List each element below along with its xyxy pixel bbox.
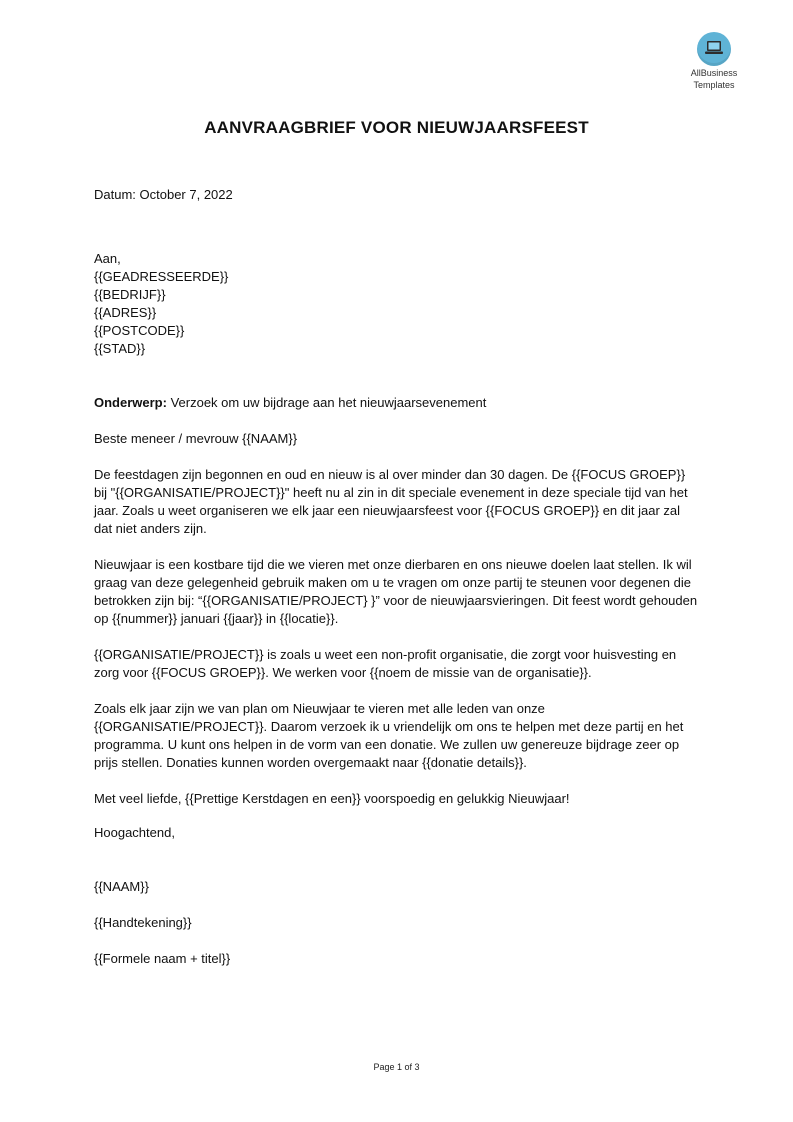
signature-formal-name: {{Formele naam + titel}} <box>94 951 231 966</box>
allbusiness-logo <box>666 32 762 90</box>
paragraph-5: Met veel liefde, {{Prettige Kerstdagen en een}} voorspoedig en gelukkig Nieuwjaar! <box>94 791 570 806</box>
date-line: Datum: October 7, 2022 <box>94 187 233 202</box>
paragraph-1: De feestdagen zijn begonnen en oud en nieuw is al over minder dan 30 dagen. De {{FOCUS GROEP}} bij "{{ORGANISATIE/PROJECT}}" heeft nu al zin in dit speciale evenement in deze speciale tijd van het jaar. Zoals u weet organiseren we elk jaar een nieuwjaarsfeest voor {{FOCUS GROEP}} en dit jaar zal dat niet anders zijn. <box>94 467 688 536</box>
address-line-recipient: {{GEADRESSEERDE}} <box>94 269 229 284</box>
paragraph-4: Zoals elk jaar zijn we van plan om Nieuwjaar te vieren met alle leden van onze {{ORGANISATIE/PROJECT}}. Daarom verzoek ik u vriendelijk om ons te helpen met deze partij en het programma. U kunt ons helpen in de vorm van een donatie. We zullen uw genereuze bijdrage zeer op prijs stellen. Donaties kunnen worden overgemaakt naar {{donatie details}}. <box>94 701 684 770</box>
logo-text-line1: AllBusiness <box>690 68 738 78</box>
address-line-city: {{STAD}} <box>94 341 146 356</box>
logo-text-line2: Templates <box>693 80 735 90</box>
address-salutation: Aan, <box>94 251 121 266</box>
address-line-street: {{ADRES}} <box>94 305 157 320</box>
subject-text: Verzoek om uw bijdrage aan het nieuwjaarsevenement <box>166 395 487 410</box>
signature-handtekening: {{Handtekening}} <box>94 915 192 930</box>
paragraph-3: {{ORGANISATIE/PROJECT}} is zoals u weet een non-profit organisatie, die zorgt voor huisvesting en zorg voor {{FOCUS GROEP}}. We werken voor {{noem de missie van de organisatie}}. <box>94 647 677 680</box>
signature-name: {{NAAM}} <box>94 879 149 894</box>
document-title: AANVRAAGBRIEF VOOR NIEUWJAARSFEEST <box>204 118 589 137</box>
page-footer: Page 1 of 3 <box>373 1062 420 1072</box>
laptop-icon <box>697 32 731 66</box>
address-line-postcode: {{POSTCODE}} <box>94 323 185 338</box>
paragraph-2: Nieuwjaar is een kostbare tijd die we vieren met onze dierbaren en ons nieuwe doelen laat stellen. Ik wil graag van deze gelegenheid gebruik maken om u te vragen om onze partij te steunen voor degenen die betrokken zijn bij: “{{ORGANISATIE/PROJECT} }” voor de nieuwjaarsvieringen. Dit feest wordt gehouden op {{nummer}} januari {{jaar}} in {{locatie}}. <box>94 557 698 626</box>
subject-line <box>94 394 700 412</box>
subject-label: Onderwerp: <box>94 395 167 410</box>
letter-body <box>94 186 700 968</box>
closing: Hoogachtend, <box>94 825 175 840</box>
recipient-address <box>94 250 700 358</box>
address-line-company: {{BEDRIJF}} <box>94 287 166 302</box>
greeting: Beste meneer / mevrouw {{NAAM}} <box>94 431 298 446</box>
